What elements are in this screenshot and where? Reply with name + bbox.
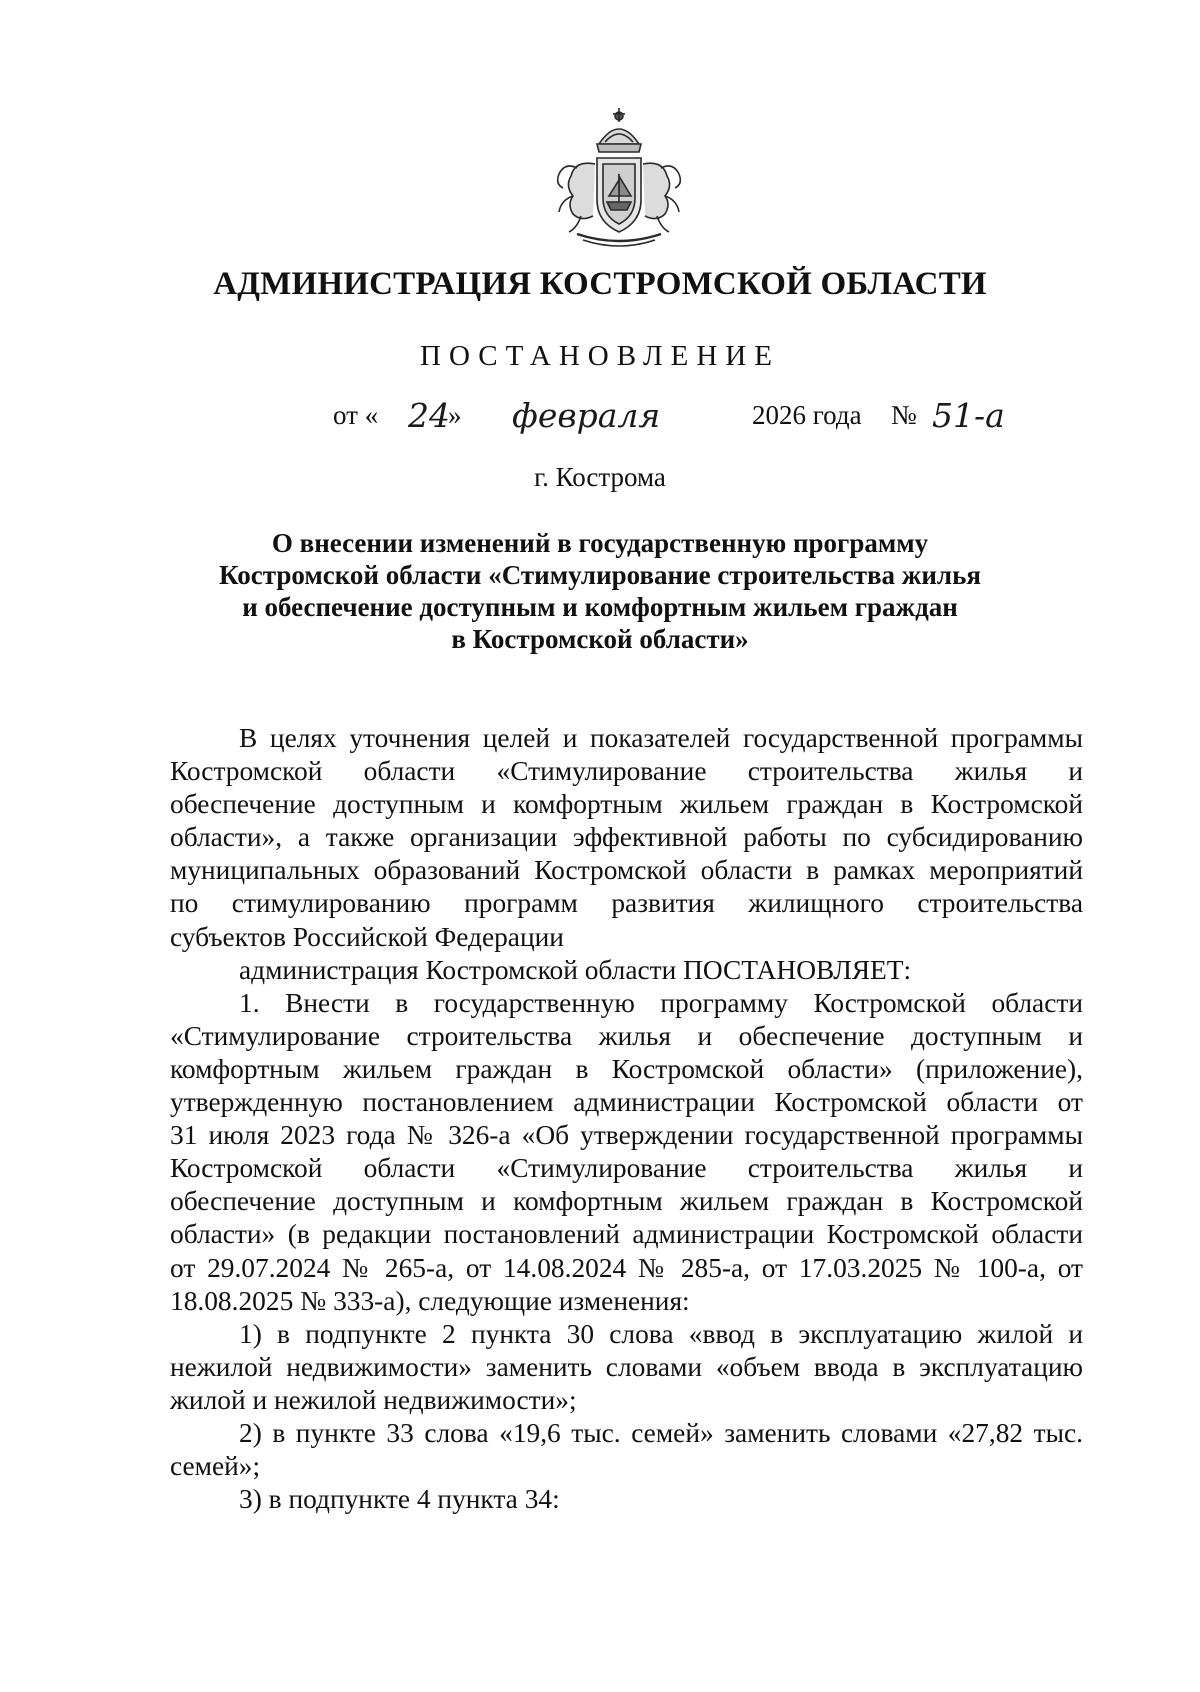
body-line: 1. Внести в государственную программу Костромской области	[239, 987, 1083, 1018]
body-line: администрация Костромской области ПОСТАНОВЛЯЕТ:	[239, 954, 912, 985]
body-line: от 29.07.2024 № 265-а, от 14.08.2024 № 285-а, от 17.03.2025 № 100-а, от	[170, 1252, 1083, 1283]
body-line: В целях уточнения целей и показателей государственной программы	[239, 723, 1083, 753]
title-line: и обеспечение доступным и комфортным жильем граждан	[242, 592, 958, 622]
body-line: 18.08.2025 № 333-а), следующие изменения:	[170, 1285, 690, 1316]
body-line: утвержденную постановлением администрации Костромской области от	[170, 1087, 1083, 1118]
body-line: обеспечение доступным и комфортным жильем граждан в Костромской	[170, 789, 1083, 820]
date-day-close: »	[448, 400, 462, 430]
body-line: 31 июля 2023 года № 326-а «Об утверждении государственной программы	[170, 1120, 1083, 1151]
body-line: 2) в пункте 33 слова «19,6 тыс. семей» заменить словами «27,82 тыс.	[239, 1417, 1083, 1448]
title-line: Костромской области «Стимулирование строительства жилья	[219, 560, 981, 590]
body-line: комфортным жильем граждан в Костромской области» (приложение),	[170, 1053, 1083, 1084]
body-line: жилой и нежилой недвижимости»;	[170, 1384, 577, 1415]
document-type: ПОСТАНОВЛЕНИЕ	[420, 340, 780, 372]
date-month-handwritten: февраля	[512, 396, 661, 435]
date-day-handwritten: 24	[408, 396, 450, 435]
document-number-handwritten: 51-а	[932, 396, 1005, 435]
body-line: Костромской области «Стимулирование строительства жилья и	[170, 756, 1083, 787]
body-line: «Стимулирование строительства жилья и обеспечение доступным и	[170, 1020, 1083, 1051]
date-line	[0, 396, 1200, 450]
body-line: субъектов Российской Федерации	[170, 921, 564, 952]
title-line: О внесении изменений в государственную программу	[271, 528, 929, 558]
body-line: Костромской области «Стимулирование строительства жилья и	[170, 1153, 1083, 1184]
body-line: обеспечение доступным и комфортным жильем граждан в Костромской	[170, 1186, 1083, 1217]
body-line: по стимулированию программ развития жилищного строительства	[170, 888, 1083, 919]
body-line: 3) в подпункте 4 пункта 34:	[239, 1484, 560, 1515]
document-body	[170, 722, 1083, 1516]
date-year: 2026 года	[752, 400, 862, 430]
body-line: семей»;	[170, 1451, 261, 1482]
number-sign: №	[891, 400, 917, 430]
body-line: муниципальных образований Костромской области в рамках мероприятий	[170, 855, 1083, 886]
date-prefix: от «	[333, 400, 379, 430]
body-line: 1) в подпункте 2 пункта 30 слова «ввод в эксплуатацию жилой и	[239, 1318, 1083, 1349]
body-line: области», а также организации эффективной работы по субсидированию	[170, 822, 1083, 853]
city-name: г. Кострома	[534, 462, 666, 492]
body-line: нежилой недвижимости» заменить словами «объем ввода в эксплуатацию	[170, 1351, 1083, 1382]
document-title	[180, 527, 1020, 655]
organization-name: АДМИНИСТРАЦИЯ КОСТРОМСКОЙ ОБЛАСТИ	[213, 266, 987, 302]
body-line: области» (в редакции постановлений администрации Костромской области	[170, 1219, 1083, 1250]
kostroma-coat-of-arms-icon	[547, 104, 691, 254]
title-line: в Костромской области»	[451, 624, 749, 654]
